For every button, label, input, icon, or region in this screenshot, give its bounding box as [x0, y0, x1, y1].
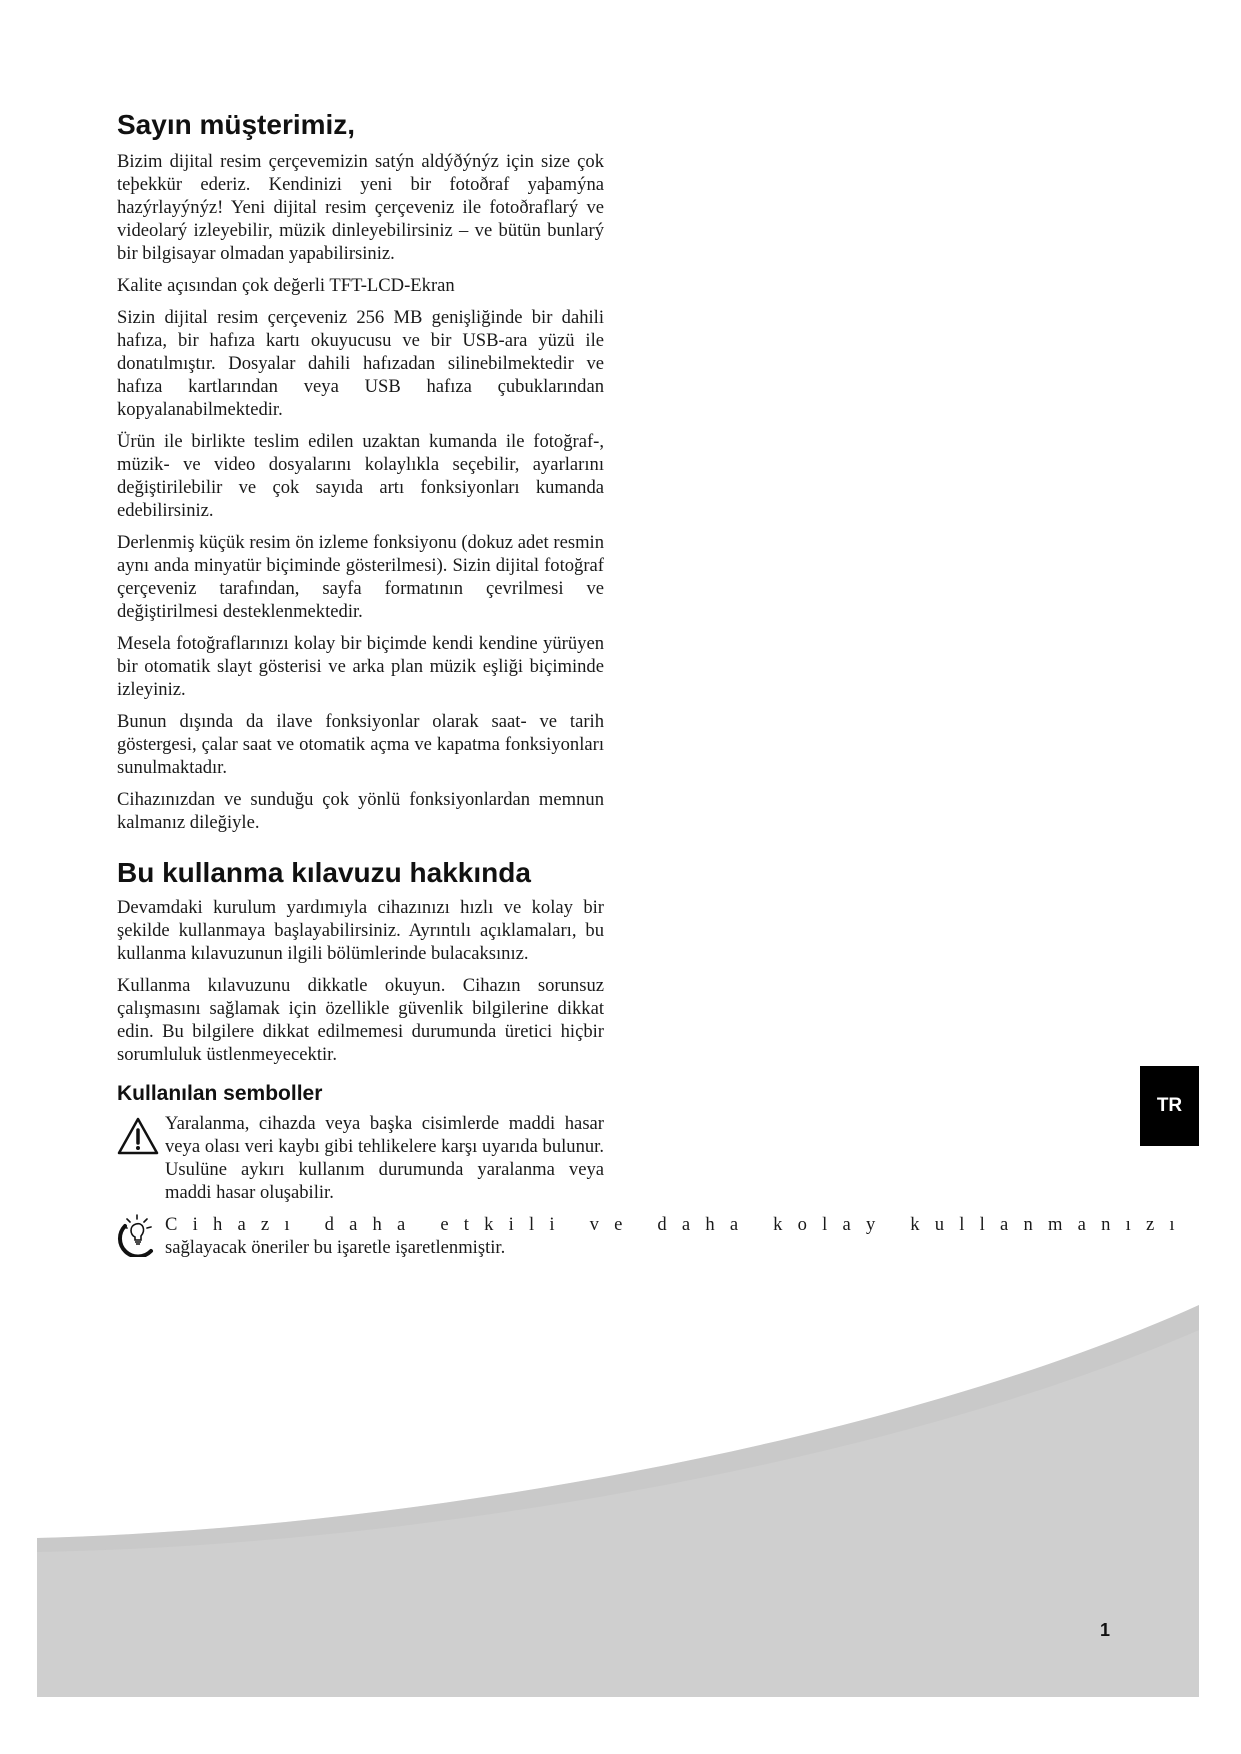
lightbulb-tip-icon	[115, 1211, 161, 1257]
intro-paragraph: Cihazınızdan ve sunduğu çok yönlü fonksiyonlardan memnun kalmanız dileğiyle.	[117, 789, 604, 833]
intro-paragraph: Derlenmiş küçük resim ön izleme fonksiyonu (dokuz adet resmin aynı anda minyatür biçiminde gösterilmesi). Sizin dijital fotoğraf çerçeveniz tarafından, sayfa formatının çevrilmesi ve değiştirilmesi desteklenmektedir.	[117, 532, 604, 622]
warning-triangle-icon	[117, 1116, 159, 1156]
intro-paragraph: Sizin dijital resim çerçeveniz 256 MB genişliğinde bir dahili hafıza, bir hafıza kartı okuyucusu ve bir USB-ara yüzü ile donatılmıştır. Dosyalar dahili hafızadan silinebilmektedir ve hafıza kartlarından veya USB hafıza çubuklarından kopyalanabilmektedir.	[117, 307, 604, 420]
manual-section-title: Bu kullanma kılavuzu hakkında	[117, 857, 531, 888]
manual-paragraph: Devamdaki kurulum yardımıyla cihazınızı hızlı ve kolay bir şekilde kullanmaya başlayabilirsiniz. Ayrıntılı açıklamaları, bu kullanma kılavuzunun ilgili bölümlerinde bulacaksınız.	[117, 897, 604, 964]
intro-paragraph: Kalite açısından çok değerli TFT-LCD-Ekran	[117, 275, 455, 296]
warning-symbol-row	[117, 1112, 604, 1204]
warning-symbol-text: Yaralanma, cihazda veya başka cisimlerde maddi hasar veya olası veri kaybı gibi tehlikelere karşı uyarıda bulunur. Usulüne aykırı kullanım durumunda yaralanma veya maddi hasar oluşabilir.	[165, 1113, 604, 1203]
intro-paragraph: Bunun dışında da ilave fonksiyonlar olarak saat- ve tarih göstergesi, çalar saat ve otomatik açma ve kapatma fonksiyonları sunulmaktadır.	[117, 711, 604, 778]
document-body	[117, 108, 1190, 1259]
tip-symbol-text-line2: sağlayacak öneriler bu işaretle işaretlenmiştir.	[165, 1237, 506, 1258]
intro-paragraph: Mesela fotoğraflarınızı kolay bir biçimde kendi kendine yürüyen bir otomatik slayt gösterisi ve arka plan müzik eşliği biçiminde izleyiniz.	[117, 633, 604, 700]
tip-symbol-row	[117, 1213, 1190, 1259]
language-tab: TR	[1140, 1066, 1199, 1146]
manual-paragraph: Kullanma kılavuzunu dikkatle okuyun. Cihazın sorunsuz çalışmasını sağlamak için özellikle güvenlik bilgilerine dikkat edin. Bu bilgilere dikkat edilmemesi durumunda üretici hiçbir sorumluluk üstlenmeyecektir.	[117, 975, 604, 1065]
page-number: 1	[1100, 1620, 1111, 1640]
intro-paragraph: Ürün ile birlikte teslim edilen uzaktan kumanda ile fotoğraf-, müzik- ve video dosyalarını kolaylıkla seçebilir, ayarlarını değiştirilebilir ve çok sayıda artı fonksiyonları kumanda edebilirsiniz.	[117, 431, 604, 521]
intro-title: Sayın müşterimiz,	[117, 109, 356, 140]
symbols-section-title: Kullanılan semboller	[117, 1082, 323, 1105]
tip-symbol-text-line1: Cihazı daha etkili ve daha kolay kullanmanızı	[165, 1214, 1190, 1235]
intro-paragraph: Bizim dijital resim çerçevemizin satýn aldýðýnýz için size çok teþekkür ederiz. Kendinizi yeni bir fotoðraf yaþamýna hazýrlayýnýz! Yeni dijital resim çerçeveniz ile fotoðraflarý ve videolarý izleyebilir, müzik dinleyebilirsiniz – ve bütün bunlarý bir bilgisayar olmadan yapabilirsiniz.	[117, 151, 604, 264]
